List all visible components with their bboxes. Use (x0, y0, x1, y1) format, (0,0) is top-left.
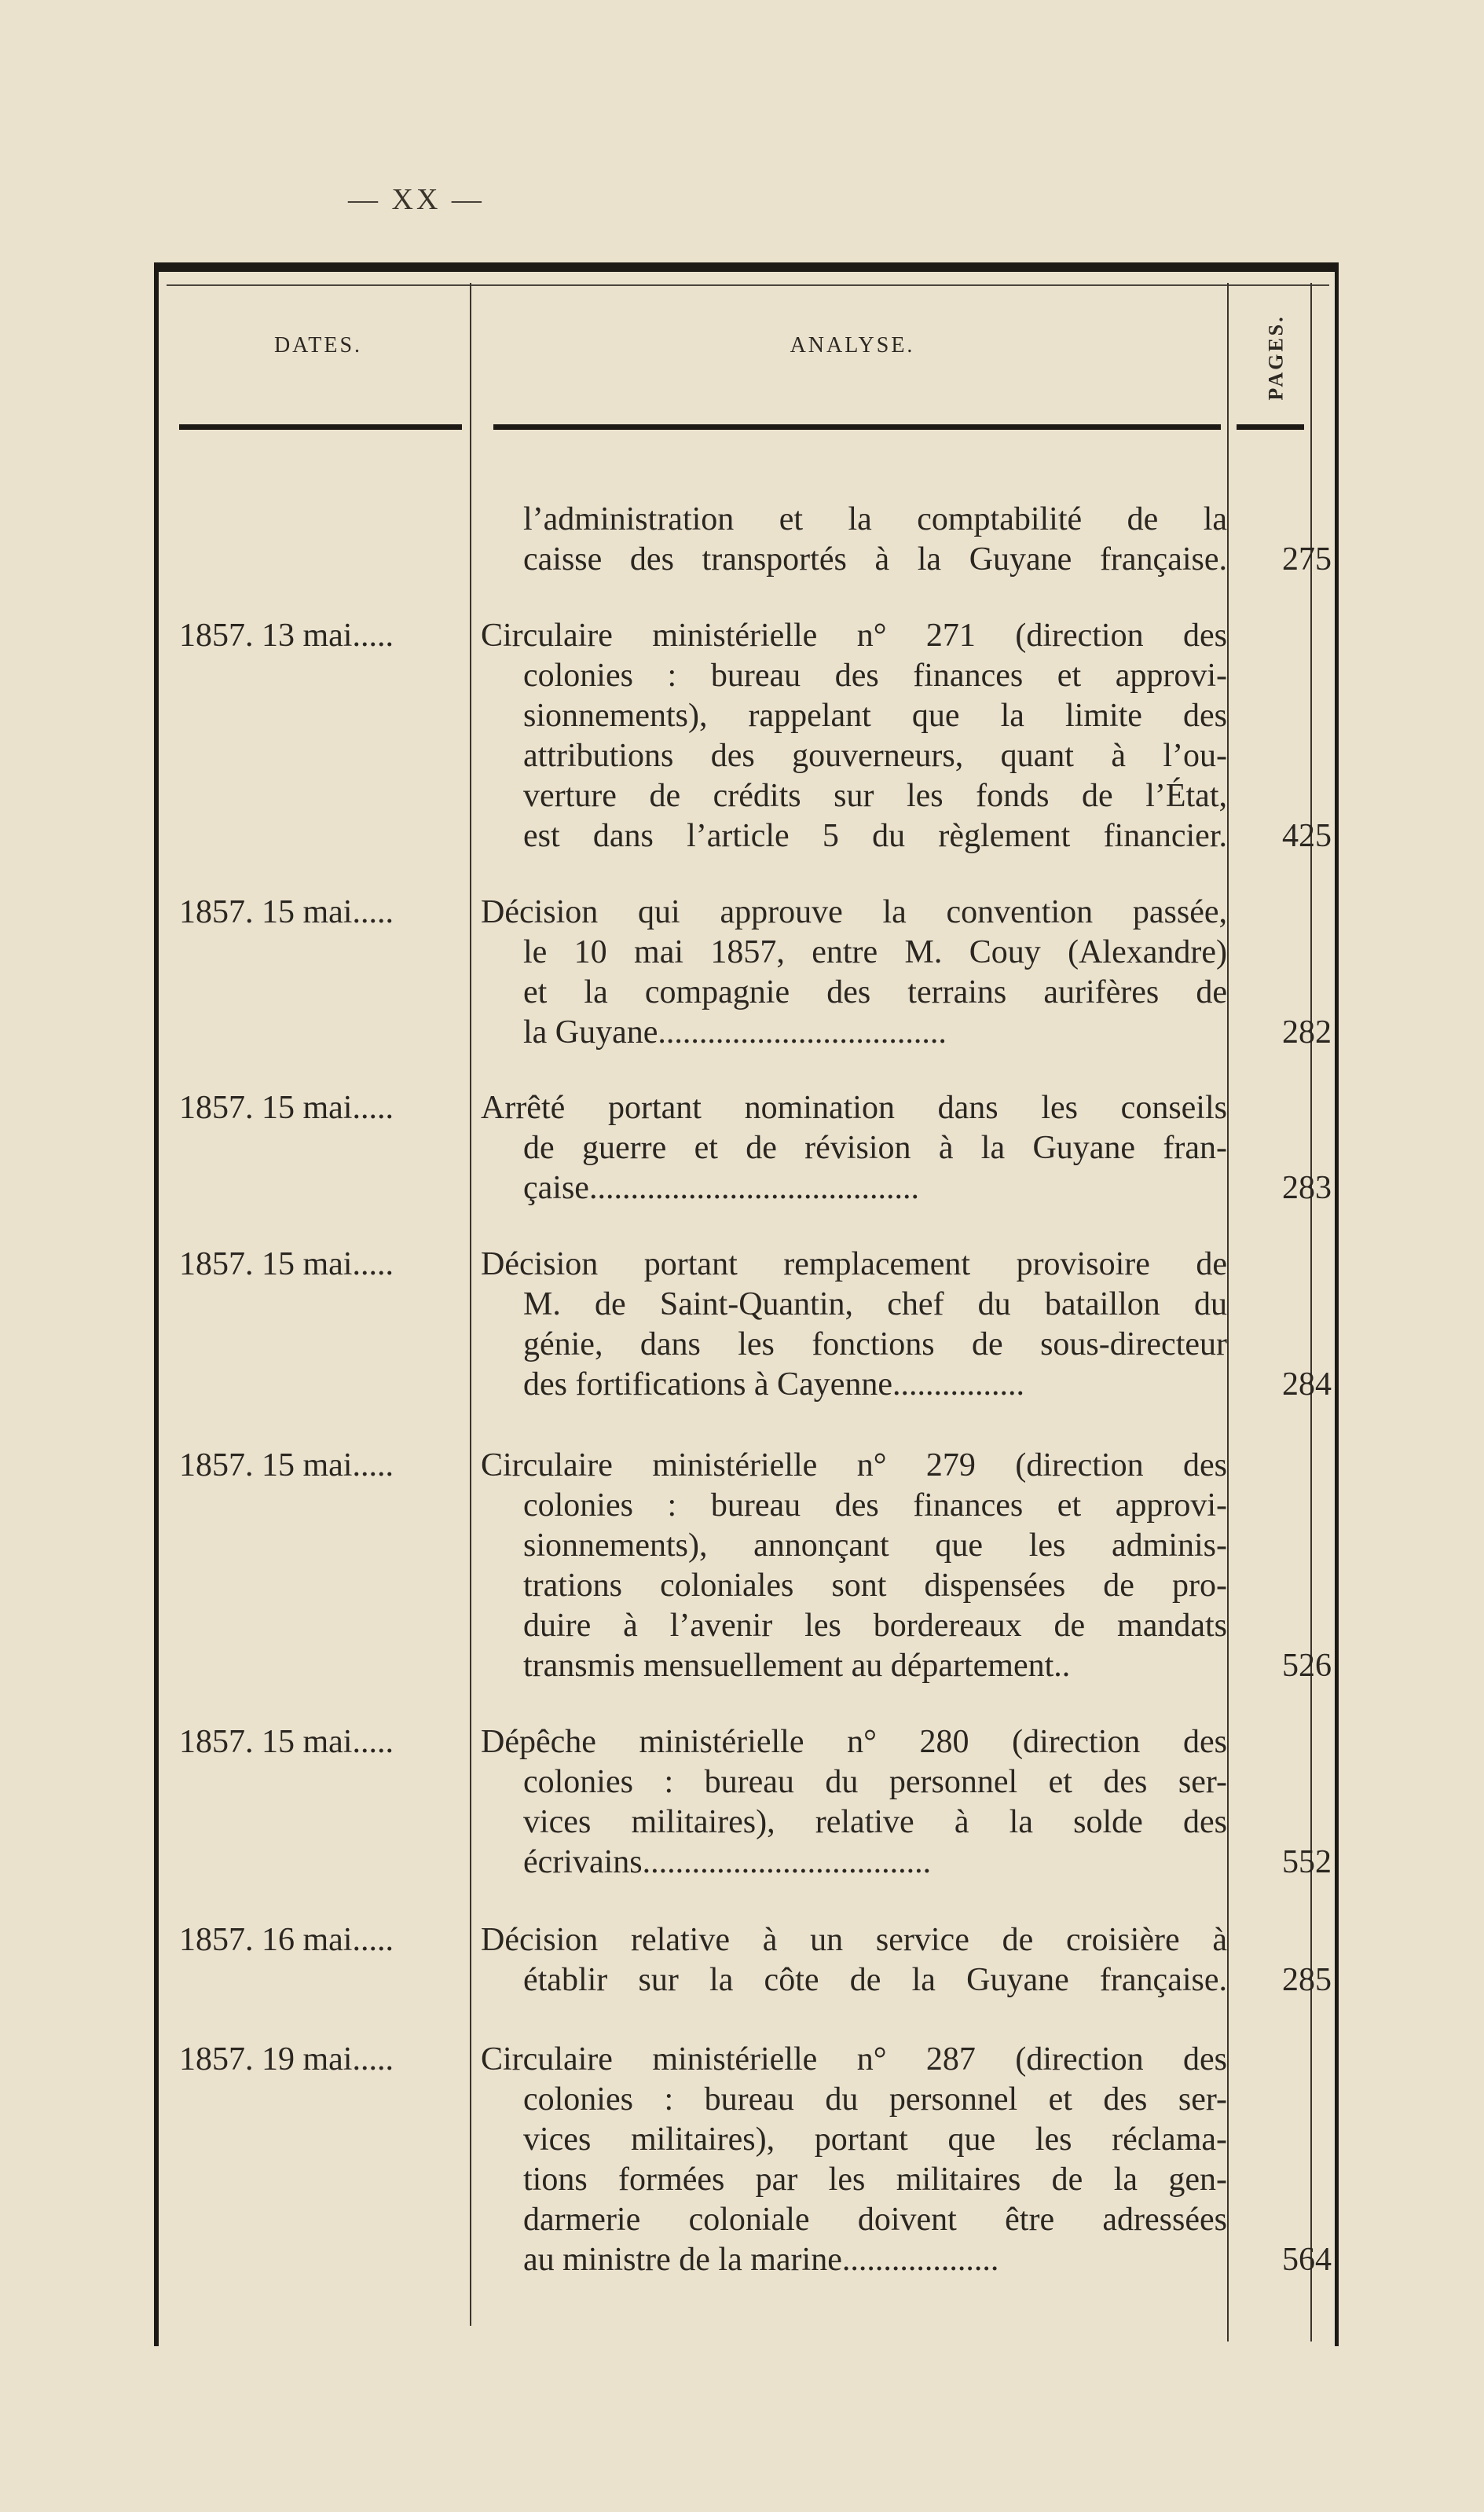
analysis-line: caisse des transportés à la Guyane française. (523, 541, 1227, 578)
analysis-line: Dépêche ministérielle n° 280 (direction des (481, 1724, 1227, 1760)
analysis-line: de guerre et de révision à la Guyane fran- (523, 1130, 1227, 1166)
entry-analysis (481, 616, 1227, 856)
analysis-line: l’administration et la comptabilité de la (523, 501, 1227, 537)
entry-date: 1857. 15 mai..... (179, 1724, 394, 1760)
entry-date: 1857. 13 mai..... (179, 618, 394, 654)
analysis-line: Circulaire ministérielle n° 271 (direction des (481, 618, 1227, 654)
entry-page: 283 (1282, 1170, 1332, 1206)
analysis-line: trations coloniales sont dispensées de pro- (523, 1568, 1227, 1604)
entry-page: 425 (1282, 818, 1332, 854)
header-pages-label: PAGES. (1265, 314, 1288, 401)
analysis-line: colonies : bureau des finances et approvi- (523, 1487, 1227, 1524)
analysis-line: est dans l’article 5 du règlement financier. (523, 818, 1227, 854)
analysis-line: transmis mensuellement au département.. (523, 1648, 1071, 1684)
analysis-line: tions formées par les militaires de la gen- (523, 2162, 1227, 2198)
analysis-line: vices militaires), relative à la solde des (523, 1804, 1227, 1840)
entry-analysis (481, 1245, 1227, 1405)
analysis-line: génie, dans les fonctions de sous-directeur (523, 1326, 1227, 1362)
column-divider-analyse (1227, 283, 1229, 2341)
header-rule-dates (179, 424, 462, 430)
entry-page: 284 (1282, 1366, 1332, 1403)
analysis-line: Arrêté portant nomination dans les conseils (481, 1090, 1227, 1126)
analysis-line: duire à l’avenir les bordereaux de mandats (523, 1608, 1227, 1644)
entry-analysis (481, 2040, 1227, 2280)
analysis-line: attributions des gouverneurs, quant à l’ou- (523, 738, 1227, 774)
entry-page: 285 (1282, 1962, 1332, 1998)
header-analyse: ANALYSE. (790, 333, 915, 358)
analysis-line: Décision qui approuve la convention passée, (481, 894, 1227, 930)
entry-page: 564 (1282, 2242, 1332, 2278)
entry-date: 1857. 15 mai..... (179, 1447, 394, 1483)
header-rule-pages (1237, 424, 1304, 430)
analysis-line: çaise........................................ (523, 1170, 919, 1206)
analysis-line: vices militaires), portant que les réclama- (523, 2121, 1227, 2158)
analysis-line: écrivains................................... (523, 1844, 932, 1880)
entry-page: 552 (1282, 1844, 1332, 1880)
analysis-line: Décision portant remplacement provisoire de (481, 1246, 1227, 1282)
analysis-line: M. de Saint-Quantin, chef du bataillon du (523, 1286, 1227, 1322)
analysis-line: darmerie coloniale doivent être adressées (523, 2202, 1227, 2238)
entry-analysis (481, 1920, 1227, 2000)
entry-analysis (481, 500, 1227, 580)
entry-page: 526 (1282, 1648, 1332, 1684)
entry-analysis (481, 1722, 1227, 1883)
analysis-line: colonies : bureau du personnel et des ser- (523, 1764, 1227, 1800)
analysis-line: la Guyane................................... (523, 1014, 947, 1051)
column-divider-dates (470, 283, 471, 2326)
analysis-line: sionnements), rappelant que la limite des (523, 698, 1227, 734)
analysis-line: sionnements), annonçant que les adminis- (523, 1527, 1227, 1564)
analysis-line: Décision relative à un service de croisière à (481, 1922, 1227, 1958)
analysis-line: et la compagnie des terrains aurifères de (523, 974, 1227, 1010)
entry-page: 282 (1282, 1014, 1332, 1051)
analysis-line: Circulaire ministérielle n° 287 (direction des (481, 2041, 1227, 2077)
entry-analysis (481, 1446, 1227, 1686)
entry-date: 1857. 19 mai..... (179, 2041, 394, 2077)
analysis-line: verture de crédits sur les fonds de l’État, (523, 778, 1227, 814)
header-dates: DATES. (273, 333, 363, 358)
entry-date: 1857. 15 mai..... (179, 1090, 394, 1126)
analysis-line: le 10 mai 1857, entre M. Couy (Alexandre) (523, 934, 1227, 970)
entry-date: 1857. 16 mai..... (179, 1922, 394, 1958)
entry-date: 1857. 15 mai..... (179, 894, 394, 930)
table-top-rule (167, 284, 1329, 286)
entry-analysis (481, 1088, 1227, 1208)
analysis-line: colonies : bureau du personnel et des ser- (523, 2081, 1227, 2118)
analysis-line: Circulaire ministérielle n° 279 (direction des (481, 1447, 1227, 1483)
analysis-line: colonies : bureau des finances et approvi- (523, 658, 1227, 694)
header-pages (1245, 283, 1308, 432)
column-divider-pages (1310, 283, 1312, 2341)
analysis-line: au ministre de la marine................... (523, 2242, 999, 2278)
analysis-line: des fortifications à Cayenne................ (523, 1366, 1024, 1403)
analysis-line: établir sur la côte de la Guyane française. (523, 1962, 1227, 1998)
entry-page: 275 (1282, 541, 1332, 578)
entry-analysis (481, 893, 1227, 1053)
page-number: — XX — (348, 183, 485, 216)
header-rule-analyse (493, 424, 1221, 430)
entry-date: 1857. 15 mai..... (179, 1246, 394, 1282)
